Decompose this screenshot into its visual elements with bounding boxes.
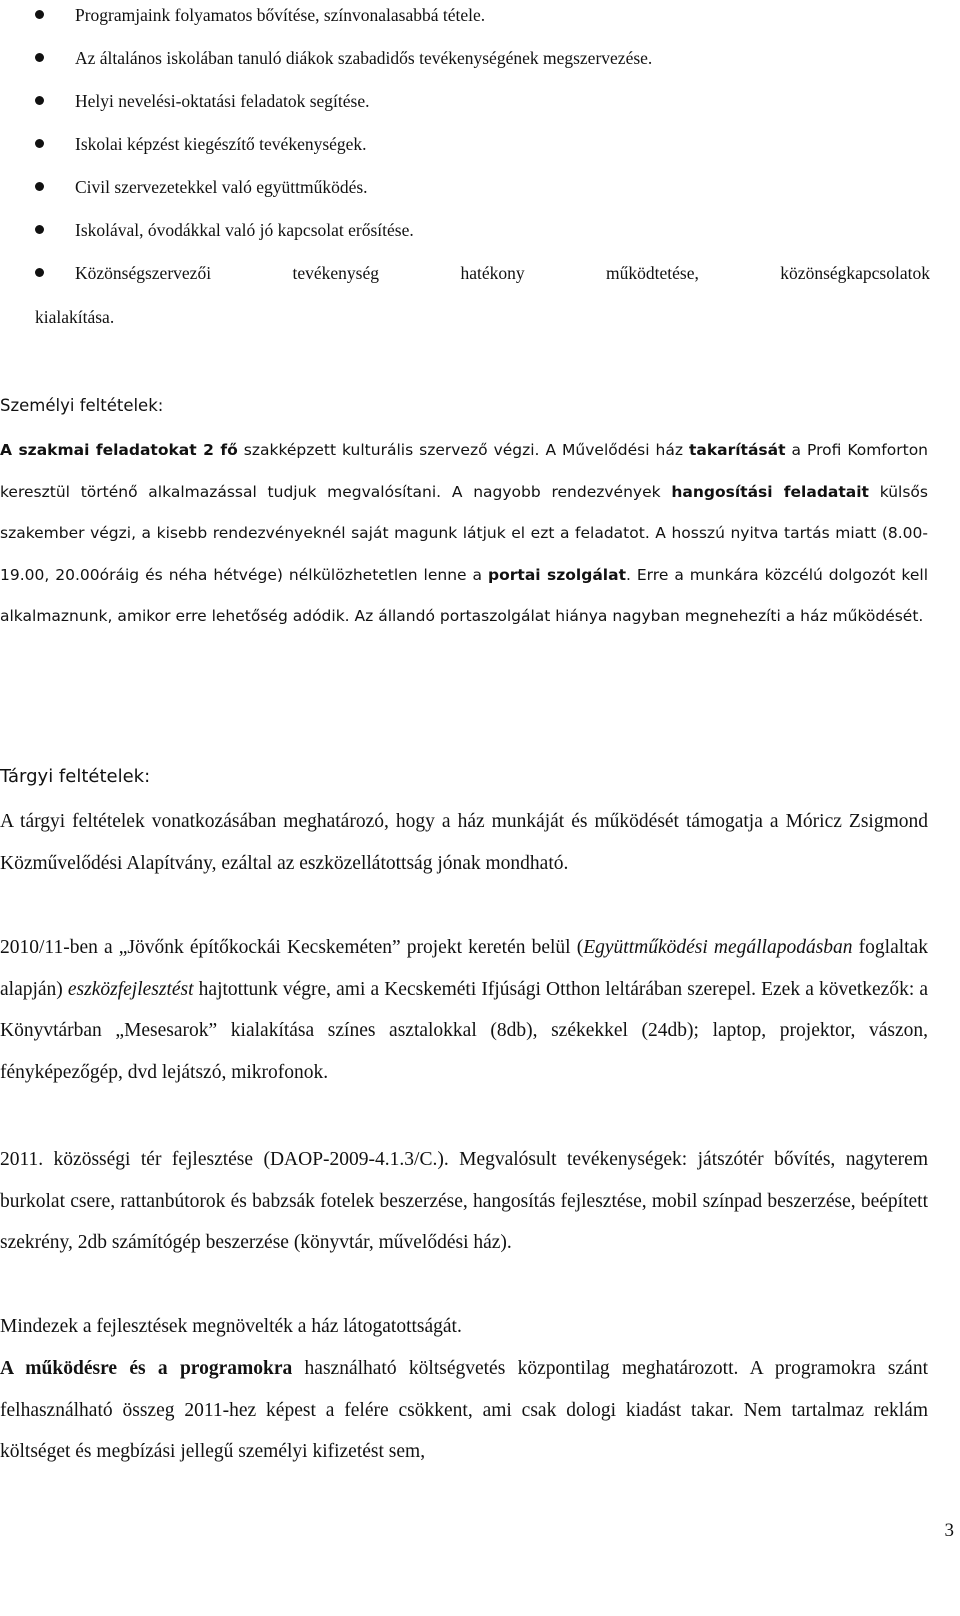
- list-item-line: Közönségszervezői tevékenység hatékony működtetése, közönségkapcsolatok: [75, 263, 930, 283]
- paragraph: Mindezek a fejlesztések megnövelték a ház látogatottságát.: [0, 1316, 462, 1337]
- bullet-icon: [35, 225, 44, 234]
- paragraph: A tárgyi feltételek vonatkozásában meghatározó, hogy a ház munkáját és működését támogatja a Móricz Zsigmond Közművelődési Alapítvány, ezáltal az eszközellátottság jónak mondható.: [0, 811, 928, 874]
- list-item: Civil szervezetekkel való együttműködés.: [35, 173, 930, 201]
- list-item: Programjaink folyamatos bővítése, színvonalasabbá tétele.: [35, 1, 930, 29]
- paragraph: A működésre és a programokra használható költségvetés központilag meghatározott. A programokra szánt felhasználható összeg 2011-hez képest a felére csökkent, ami csak dologi kiadást takar. Nem tartalmaz reklám költséget és megbízási jellegű személyi kifizetést sem,: [0, 1358, 928, 1462]
- paragraph: 2011. közösségi tér fejlesztése (DAOP-2009-4.1.3/C.). Megvalósult tevékenységek: játszótér bővítés, nagyterem burkolat csere, rattanbútorok és babzsák fotelek beszerzése, hangosítás fejlesztése, mobil színpad beszerzése, beépített szekrény, 2db számítógép beszerzése (könyvtár, művelődési ház).: [0, 1149, 928, 1253]
- bullet-icon: [35, 139, 44, 148]
- bullet-icon: [35, 182, 44, 191]
- list-item: Helyi nevelési-oktatási feladatok segítése.: [35, 87, 930, 115]
- paragraph: 2010/11-ben a „Jövőnk építőkockái Kecskeméten” projekt keretén belül (Együttműködési megállapodásban foglaltak alapján) eszközfejlesztést hajtottunk végre, ami a Kecskeméti Ifjúsági Otthon leltárában szerepel. Ezek a következők: a Könyvtárban „Mesesarok” kialakítása színes asztalokkal (8db), székekkel (24db); laptop, projektor, vászon, fényképezőgép, dvd lejátszó, mikrofonok.: [0, 937, 929, 1083]
- bullet-icon: [35, 96, 44, 105]
- paragraph: A szakmai feladatokat 2 fő szakképzett kulturális szervező végzi. A Művelődési ház takarítását a Profi Komforton keresztül történő alkalmazással tudjuk megvalósítani. A nagyobb rendezvények hangosítási feladatait külsős szakember végzi, a kisebb rendezvényeknél saját magunk látjuk el ezt a feladatot. A hosszú nyitva tartás miatt (8.00-19.00, 20.00óráig és néha hétvége) nélkülözhetetlen lenne a portai szolgálat. Erre a munkára közcélú dolgozót kell alkalmaznunk, amikor erre lehetőség adódik. Az állandó portaszolgálat hiánya nagyban megnehezíti a ház működését.: [0, 441, 929, 625]
- list-item: Közönségszervezői tevékenység hatékony működtetése, közönségkapcsolatok kialakítása.: [35, 259, 930, 331]
- list-item: Iskolával, óvodákkal való jó kapcsolat erősítése.: [35, 216, 930, 244]
- bullet-list: [35, 1, 930, 331]
- bullet-icon: [35, 53, 44, 62]
- page-number: 3: [944, 1520, 954, 1541]
- bullet-icon: [35, 10, 44, 19]
- section-heading-szemelyi: Személyi feltételek:: [0, 396, 164, 415]
- list-item: Iskolai képzést kiegészítő tevékenységek.: [35, 130, 930, 158]
- list-item: Az általános iskolában tanuló diákok szabadidős tevékenységének megszervezése.: [35, 44, 930, 72]
- bullet-icon: [35, 268, 44, 277]
- section-heading-targyi: Tárgyi feltételek:: [0, 766, 151, 787]
